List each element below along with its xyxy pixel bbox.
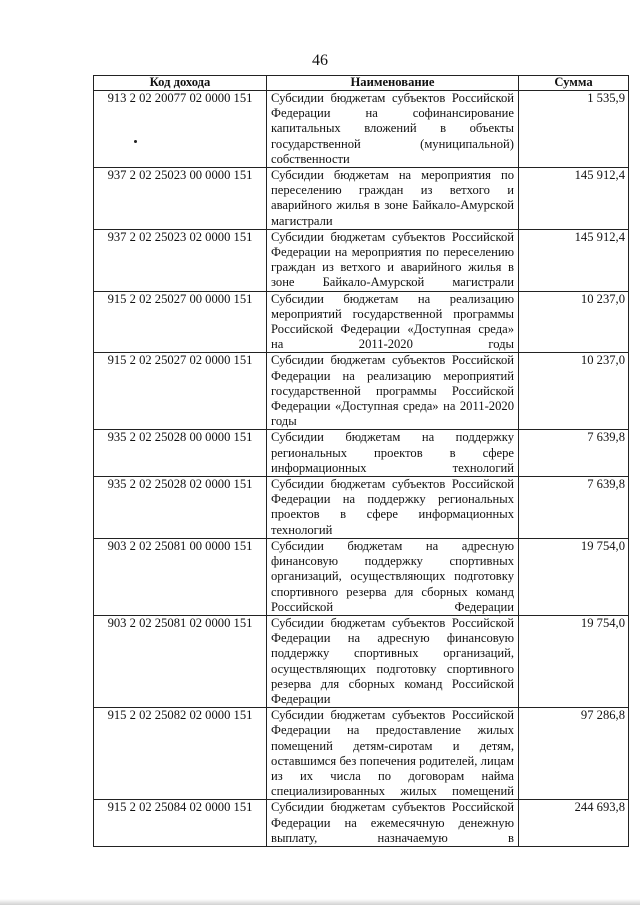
table-row xyxy=(94,430,629,477)
income-table xyxy=(93,75,629,847)
income-code: 915 2 02 25084 02 0000 151 xyxy=(94,800,267,847)
income-code: 903 2 02 25081 02 0000 151 xyxy=(94,615,267,707)
income-amount: 145 912,4 xyxy=(519,168,629,230)
income-name: Субсидии бюджетам субъектов Российской Федерации на реализацию мероприятий государственной программы Российской Федерации «Доступная среда» на 2011-2020 годы xyxy=(267,353,519,430)
income-name: Субсидии бюджетам на мероприятия по переселению граждан из ветхого и аварийного жилья в зоне Байкало-Амурской магистрали xyxy=(267,168,519,230)
table-row xyxy=(94,477,629,539)
table-row xyxy=(94,168,629,230)
income-name: Субсидии бюджетам субъектов Российской Федерации на ежемесячную денежную выплату, назначаемую в xyxy=(267,800,519,847)
income-amount: 7 639,8 xyxy=(519,477,629,539)
income-amount: 97 286,8 xyxy=(519,708,629,800)
table-row xyxy=(94,353,629,430)
page-number: 46 xyxy=(312,52,328,69)
income-name: Субсидии бюджетам на реализацию мероприятий государственной программы Российской Федерации «Доступная среда» на 2011-2020 годы xyxy=(267,291,519,353)
income-code: 935 2 02 25028 00 0000 151 xyxy=(94,430,267,477)
income-code: 915 2 02 25027 00 0000 151 xyxy=(94,291,267,353)
income-amount: 244 693,8 xyxy=(519,800,629,847)
income-amount: 1 535,9 xyxy=(519,91,629,168)
table-row xyxy=(94,538,629,615)
income-amount: 19 754,0 xyxy=(519,615,629,707)
income-code: 903 2 02 25081 00 0000 151 xyxy=(94,538,267,615)
income-name: Субсидии бюджетам субъектов Российской Федерации на мероприятия по переселению граждан из ветхого и аварийного жилья в зоне Байкало-Амурской магистрали xyxy=(267,229,519,291)
income-amount: 10 237,0 xyxy=(519,291,629,353)
table-header-row xyxy=(94,76,629,91)
header-code: Код дохода xyxy=(94,76,267,91)
table-row xyxy=(94,229,629,291)
income-name: Субсидии бюджетам субъектов Российской Федерации на адресную финансовую поддержку спортивных организаций, осуществляющих подготовку спортивного резерва для сборных команд Российской Федерации xyxy=(267,615,519,707)
scan-edge-shadow xyxy=(0,899,640,905)
income-code: 937 2 02 25023 00 0000 151 xyxy=(94,168,267,230)
table-row xyxy=(94,91,629,168)
income-name: Субсидии бюджетам субъектов Российской Федерации на софинансирование капитальных вложений в объекты государственной (муниципальной) собственности xyxy=(267,91,519,168)
table-row xyxy=(94,800,629,847)
scan-speck xyxy=(134,140,137,143)
income-amount: 10 237,0 xyxy=(519,353,629,430)
table-row xyxy=(94,708,629,800)
income-code: 937 2 02 25023 02 0000 151 xyxy=(94,229,267,291)
income-code: 913 2 02 20077 02 0000 151 xyxy=(94,91,267,168)
income-amount: 7 639,8 xyxy=(519,430,629,477)
income-code: 915 2 02 25082 02 0000 151 xyxy=(94,708,267,800)
income-name: Субсидии бюджетам на поддержку региональных проектов в сфере информационных технологий xyxy=(267,430,519,477)
header-amount: Сумма xyxy=(519,76,629,91)
income-name: Субсидии бюджетам субъектов Российской Федерации на поддержку региональных проектов в сфере информационных технологий xyxy=(267,477,519,539)
table-row xyxy=(94,291,629,353)
income-code: 935 2 02 25028 02 0000 151 xyxy=(94,477,267,539)
income-amount: 145 912,4 xyxy=(519,229,629,291)
table-row xyxy=(94,615,629,707)
header-name: Наименование xyxy=(267,76,519,91)
income-name: Субсидии бюджетам на адресную финансовую поддержку спортивных организаций, осуществляющих подготовку спортивного резерва для сборных команд Российской Федерации xyxy=(267,538,519,615)
income-amount: 19 754,0 xyxy=(519,538,629,615)
income-name: Субсидии бюджетам субъектов Российской Федерации на предоставление жилых помещений детям-сиротам и детям, оставшимся без попечения родителей, лицам из их числа по договорам найма специализированных жилых помещений xyxy=(267,708,519,800)
income-code: 915 2 02 25027 02 0000 151 xyxy=(94,353,267,430)
